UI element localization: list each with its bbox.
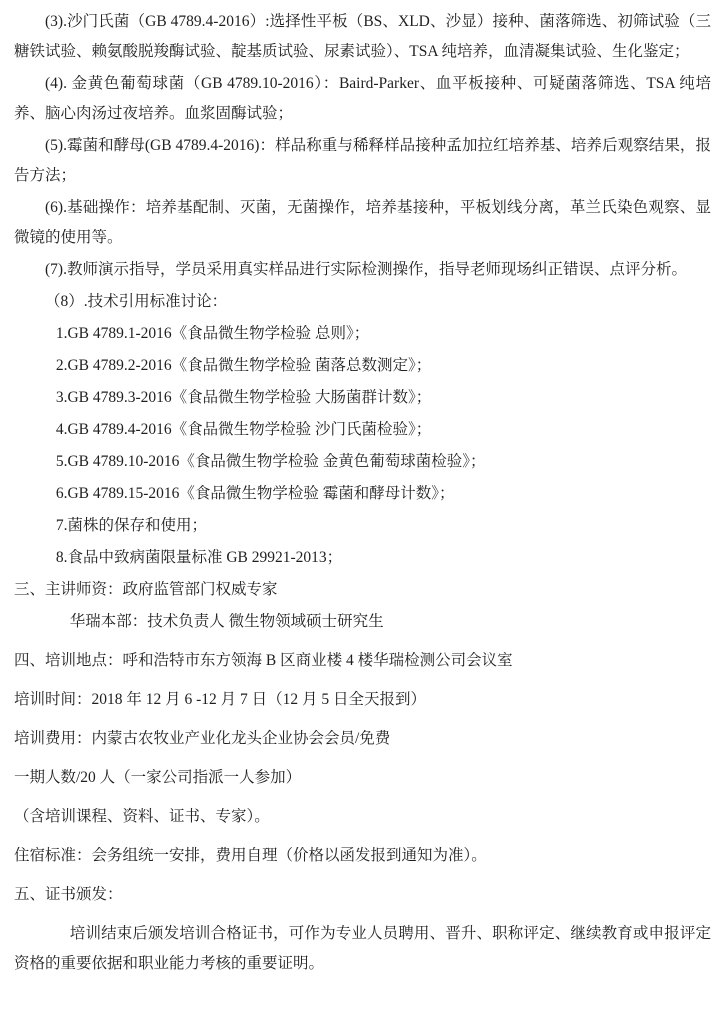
standard-ref-5: 5.GB 4789.10-2016《食品微生物学检验 金黄色葡萄球菌检验》；: [55, 453, 486, 470]
section-3-instructors: 三、主讲师资：政府监管部门权威专家: [14, 581, 278, 598]
item-3-salmonella: (3).沙门氏菌（GB 4789.4-2016）:选择性平板（BS、XLD、沙显）接种、菌落筛选、初筛试验（三糖铁试验、赖氨酸脱羧酶试验、靛基质试验、尿素试验）、TSA 纯培养，血清凝集试验、生化鉴定；: [14, 13, 711, 60]
standard-ref-4: 4.GB 4789.4-2016《食品微生物学检验 沙门氏菌检验》；: [55, 421, 432, 438]
standard-ref-2: 2.GB 4789.2-2016《食品微生物学检验 菌落总数测定》；: [55, 357, 432, 374]
standard-ref-1: 1.GB 4789.1-2016《食品微生物学检验 总则》；: [55, 325, 370, 342]
para-certificate-desc: 培训结束后颁发培训合格证书，可作为专业人员聘用、晋升、职称评定、继续教育或申报评定资格的重要依据和职业能力考核的重要证明。: [14, 925, 711, 972]
item-4-staphylococcus: (4). 金黄色葡萄球菌（GB 4789.10-2016）：Baird-Parker、血平板接种、可疑菌落筛选、TSA 纯培养、脑心肉汤过夜培养。血浆固酶试验；: [14, 75, 711, 122]
item-5-mold-yeast: (5).霉菌和酵母(GB 4789.4-2016)：样品称重与稀释样品接种孟加拉红培养基、培养后观察结果，报告方法；: [14, 137, 711, 184]
standard-ref-6: 6.GB 4789.15-2016《食品微生物学检验 霉菌和酵母计数》；: [55, 485, 455, 502]
section-4-location: 四、培训地点：呼和浩特市东方领海 B 区商业楼 4 楼华瑞检测公司会议室: [14, 652, 513, 669]
item-8-standards-intro: （8）.技术引用标准讨论：: [45, 293, 228, 310]
section-5-certificate: 五、证书颁发：: [14, 886, 123, 903]
line-training-fee: 培训费用：内蒙古农牧业产业化龙头企业协会会员/免费: [14, 730, 391, 747]
line-training-time: 培训时间：2018 年 12 月 6 -12 月 7 日（12 月 5 日全天报到）: [14, 691, 427, 708]
standard-ref-7: 7.菌株的保存和使用；: [55, 517, 207, 534]
standard-ref-3: 3.GB 4789.3-2016《食品微生物学检验 大肠菌群计数》；: [55, 389, 432, 406]
item-7-demonstration: (7).教师演示指导，学员采用真实样品进行实际检测操作，指导老师现场纠正错误、点评分析。: [45, 261, 687, 278]
line-fee-includes: （含培训课程、资料、证书、专家）。: [14, 808, 270, 825]
line-huarui-hq: 华瑞本部：技术负责人 微生物领域硕士研究生: [69, 613, 384, 630]
standard-ref-8: 8.食品中致病菌限量标准 GB 29921-2013；: [55, 549, 343, 566]
line-attendee-count: 一期人数/20 人（一家公司指派一人参加）: [14, 769, 302, 786]
item-6-basic-operation: (6).基础操作：培养基配制、灭菌，无菌操作，培养基接种，平板划线分离，革兰氏染色观察、显微镜的使用等。: [14, 199, 711, 246]
line-accommodation: 住宿标准：会务组统一安排，费用自理（价格以函发报到通知为准）。: [14, 847, 487, 864]
